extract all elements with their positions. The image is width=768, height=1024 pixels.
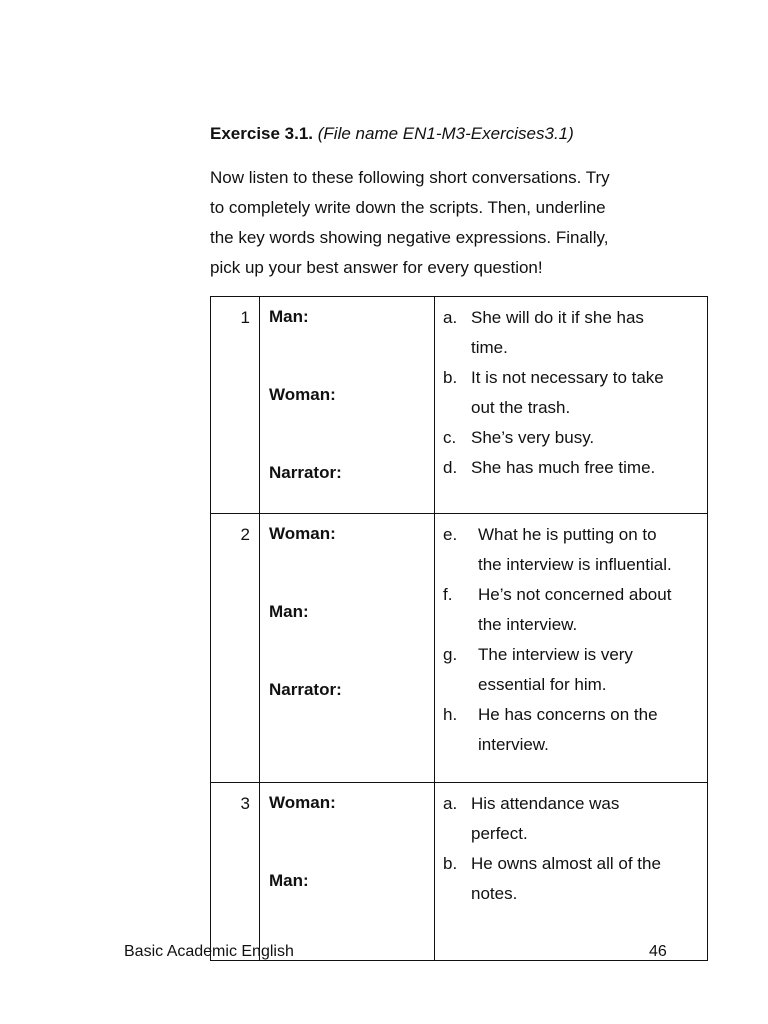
exercise-table	[210, 296, 708, 961]
row-number: 2	[211, 514, 260, 783]
answer-options-cell	[435, 514, 708, 783]
option-text: He’s not concerned about	[478, 585, 672, 604]
option-text: perfect.	[471, 824, 528, 843]
footer-page-number: 46	[649, 943, 667, 960]
option-text: His attendance was	[471, 794, 620, 813]
option-text: It is not necessary to take	[471, 368, 664, 387]
speakers-cell	[260, 783, 435, 961]
option-letter: d.	[443, 458, 458, 477]
exercise-heading	[210, 124, 574, 144]
option-text: the interview is influential.	[478, 555, 672, 574]
table-row	[211, 297, 708, 514]
answer-options-cell	[435, 783, 708, 961]
instruction-line: pick up your best answer for every question!	[210, 258, 543, 277]
option-text: She’s very busy.	[471, 428, 595, 447]
answer-option	[443, 520, 707, 580]
option-text: the interview.	[478, 615, 578, 634]
answer-option	[443, 580, 707, 640]
option-text: He has concerns on the	[478, 705, 658, 724]
answer-option	[443, 303, 707, 363]
option-text: time.	[471, 338, 508, 357]
instructions-paragraph	[210, 163, 690, 283]
answer-option	[443, 453, 707, 483]
answer-option	[443, 363, 707, 423]
footer-book-title: Basic Academic English	[124, 943, 294, 960]
row-number: 1	[211, 297, 260, 514]
answer-option	[443, 789, 707, 849]
option-letter: a.	[443, 794, 458, 813]
speaker-label: Narrator:	[269, 680, 342, 699]
speaker-label: Woman:	[269, 793, 336, 812]
instruction-line: the key words showing negative expressions. Finally,	[210, 228, 609, 247]
speaker-label: Woman:	[269, 524, 336, 543]
answer-option	[443, 849, 707, 909]
instruction-line: Now listen to these following short conversations. Try	[210, 168, 610, 187]
answer-option	[443, 700, 707, 760]
option-text: interview.	[478, 735, 549, 754]
speaker-label: Woman:	[269, 385, 336, 404]
option-text: The interview is very	[478, 645, 633, 664]
table-row	[211, 783, 708, 961]
speakers-cell	[260, 297, 435, 514]
instruction-line: to completely write down the scripts. Then, underline	[210, 198, 606, 217]
option-letter: b.	[443, 854, 458, 873]
speaker-label: Man:	[269, 602, 309, 621]
option-text: He owns almost all of the	[471, 854, 661, 873]
speaker-label: Narrator:	[269, 463, 342, 482]
option-text: What he is putting on to	[478, 525, 657, 544]
option-letter: b.	[443, 368, 458, 387]
option-letter: e.	[443, 525, 458, 544]
option-text: out the trash.	[471, 398, 571, 417]
speakers-cell	[260, 514, 435, 783]
exercise-title: Exercise 3.1.	[210, 124, 314, 143]
option-letter: a.	[443, 308, 458, 327]
answer-option	[443, 423, 707, 453]
table-row	[211, 514, 708, 783]
option-letter: f.	[443, 585, 453, 604]
answer-option	[443, 640, 707, 700]
option-letter: h.	[443, 705, 458, 724]
exercise-file-note: (File name EN1-M3-Exercises3.1)	[317, 124, 574, 143]
option-text: She has much free time.	[471, 458, 656, 477]
option-letter: c.	[443, 428, 457, 447]
row-number: 3	[211, 783, 260, 961]
speaker-label: Man:	[269, 307, 309, 326]
option-text: She will do it if she has	[471, 308, 644, 327]
answer-options-cell	[435, 297, 708, 514]
speaker-label: Man:	[269, 871, 309, 890]
option-letter: g.	[443, 645, 458, 664]
option-text: essential for him.	[478, 675, 607, 694]
option-text: notes.	[471, 884, 518, 903]
